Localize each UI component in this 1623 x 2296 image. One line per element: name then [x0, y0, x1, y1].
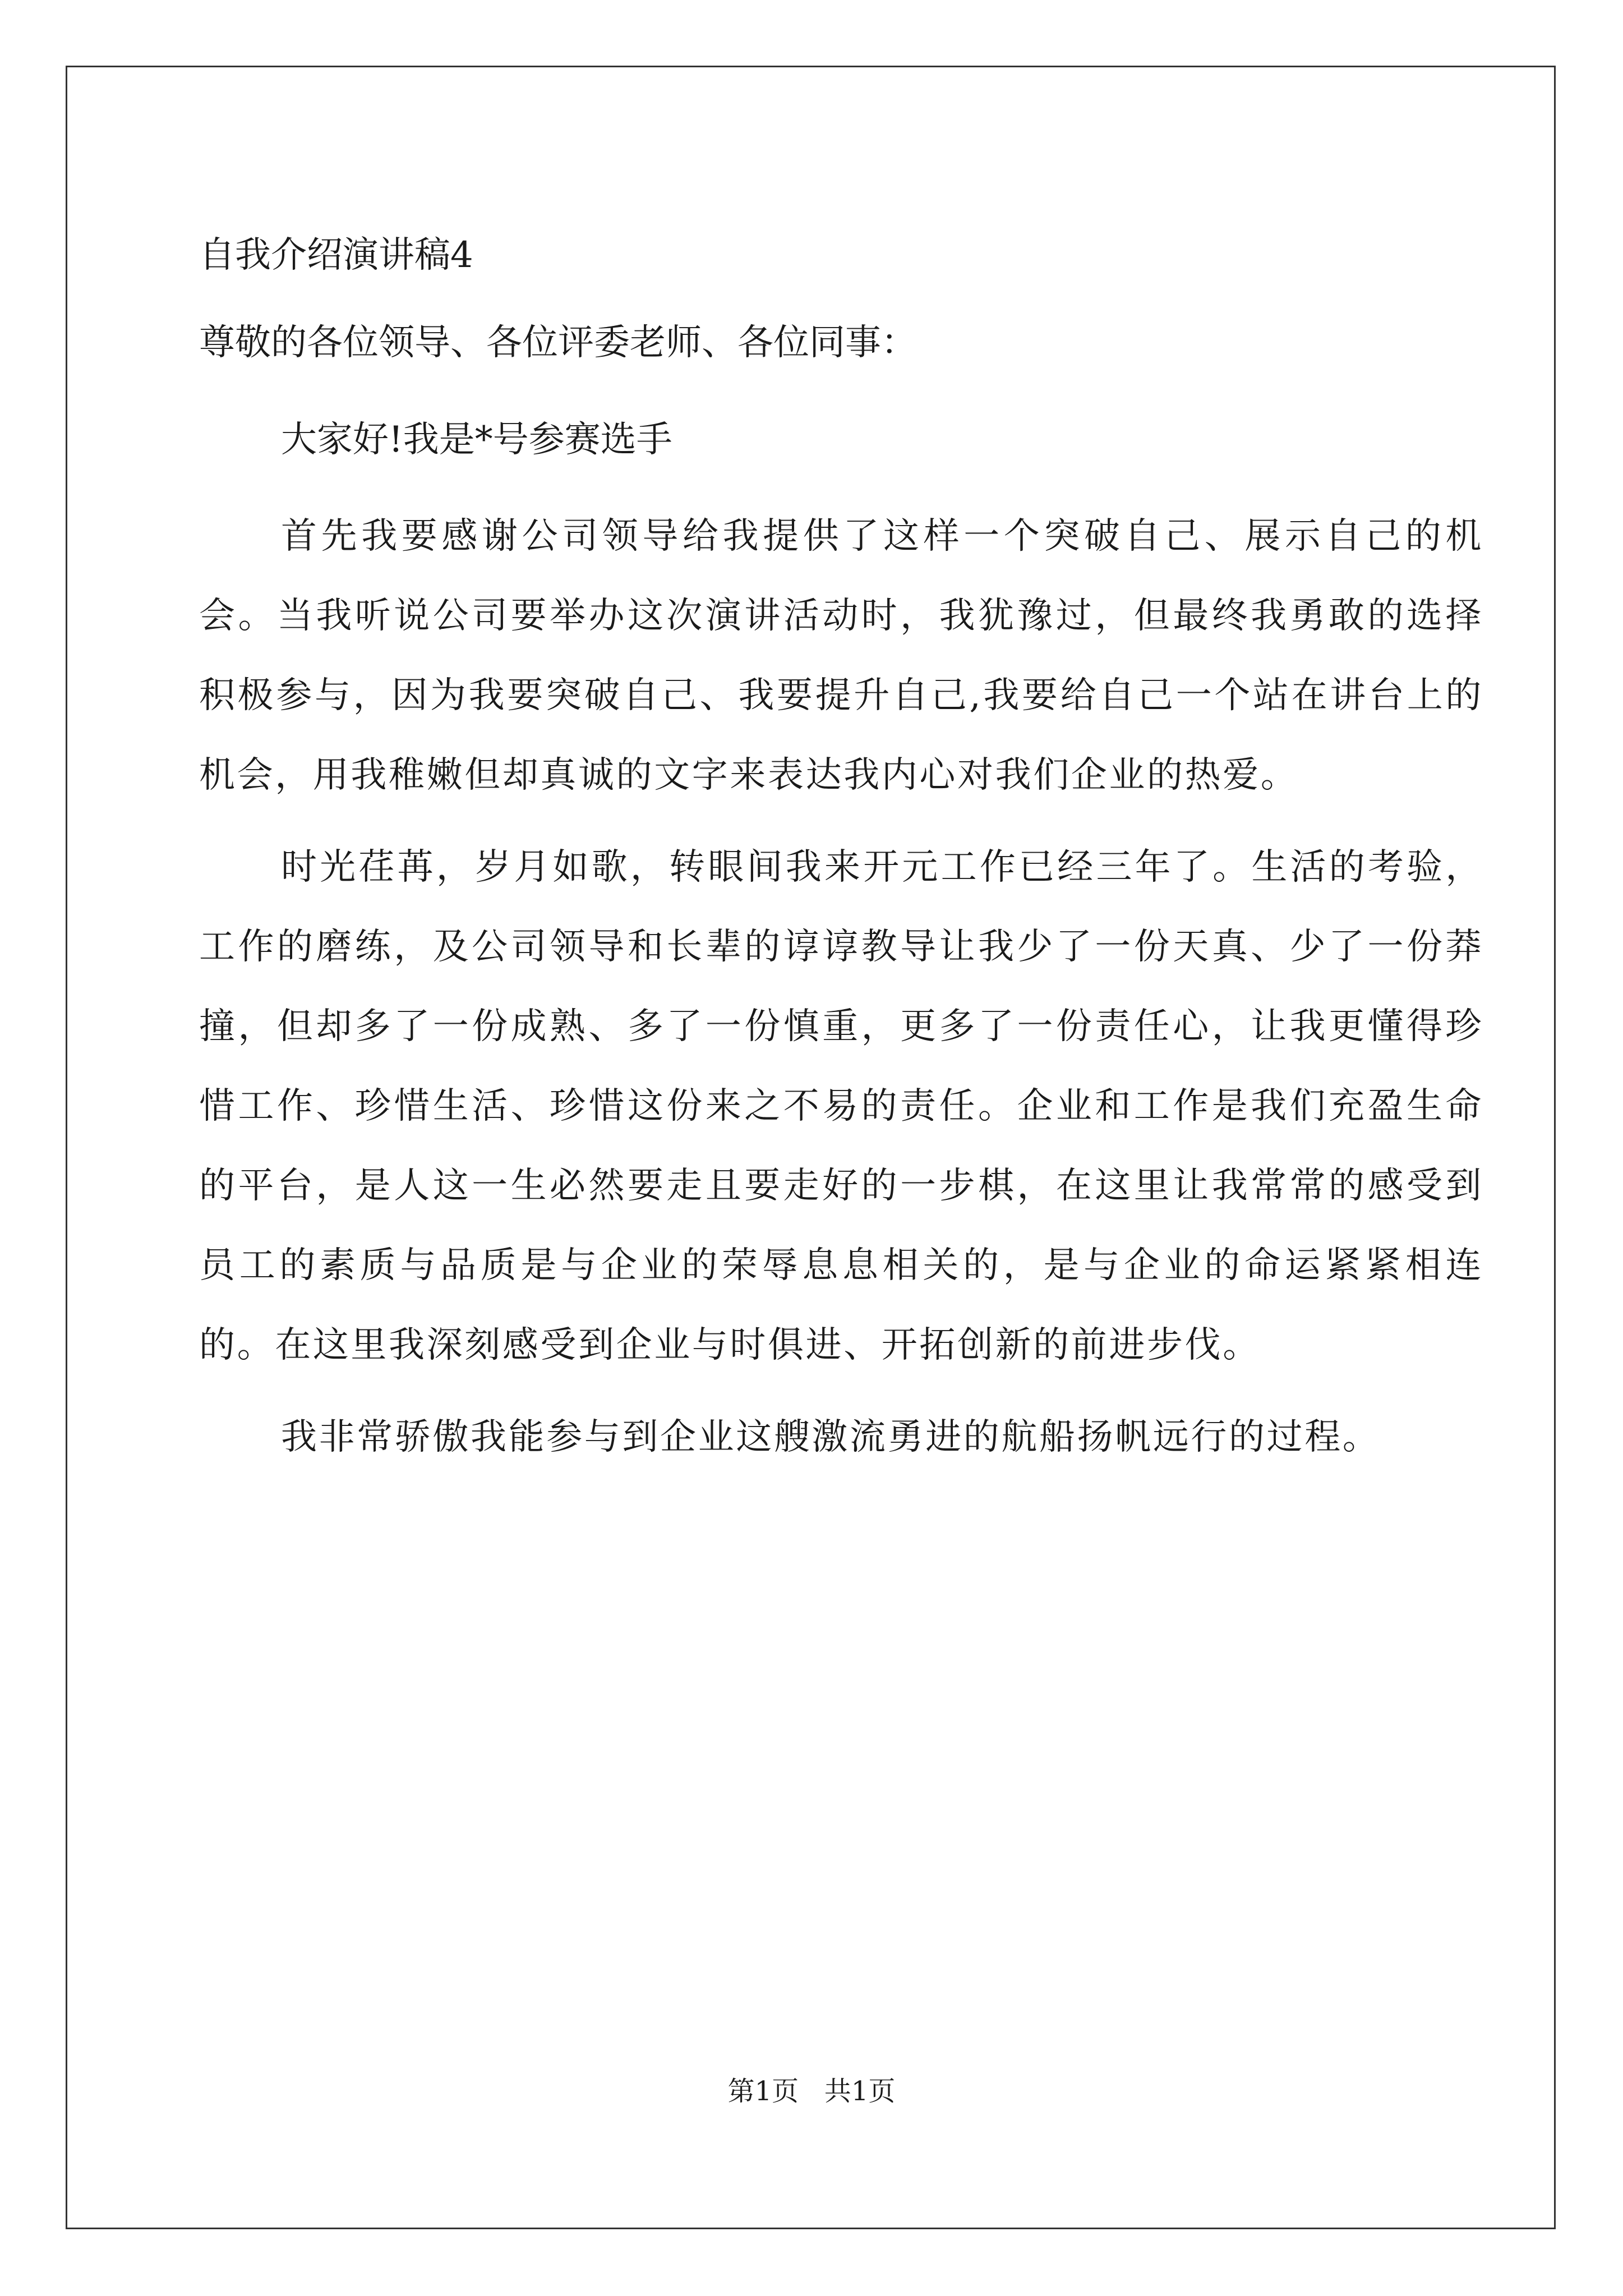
- document-title: 自我介绍演讲稿4: [199, 234, 473, 276]
- paragraph-greeting: 大家好!我是*号参赛选手: [281, 419, 672, 461]
- document-body: [199, 222, 1483, 1489]
- paragraph-pride: 我非常骄傲我能参与到企业这艘激流勇进的航船扬帆远行的过程。: [281, 1416, 1381, 1458]
- salutation: 尊敬的各位领导、各位评委老师、各位同事：: [199, 322, 917, 364]
- page-footer: 第1页 共1页: [727, 2076, 896, 2107]
- paragraph-thanks: 首先我要感谢公司领导给我提供了这样一个突破自己、展示自己的机会。当我听说公司要举办这次演讲活动时，我犹豫过，但最终我勇敢的选择积极参与，因为我要突破自己、我要提升自己,我要给自己一个站在讲台上的机会，用我稚嫩但却真诚的文字来表达我内心对我们企业的热爱。: [199, 516, 1483, 796]
- paragraph-experience: 时光荏苒，岁月如歌，转眼间我来开元工作已经三年了。生活的考验，工作的磨练，及公司领导和长辈的谆谆教导让我少了一份天真、少了一份莽撞，但却多了一份成熟、多了一份慎重，更多了一份责任心，让我更懂得珍惜工作、珍惜生活、珍惜这份来之不易的责任。企业和工作是我们充盈生命的平台，是人这一生必然要走且要走好的一步棋，在这里让我常常的感受到员工的素质与品质是与企业的荣辱息息相关的，是与企业的命运紧紧相连的。在这里我深刻感受到企业与时俱进、开拓创新的前进步伐。: [199, 846, 1483, 1366]
